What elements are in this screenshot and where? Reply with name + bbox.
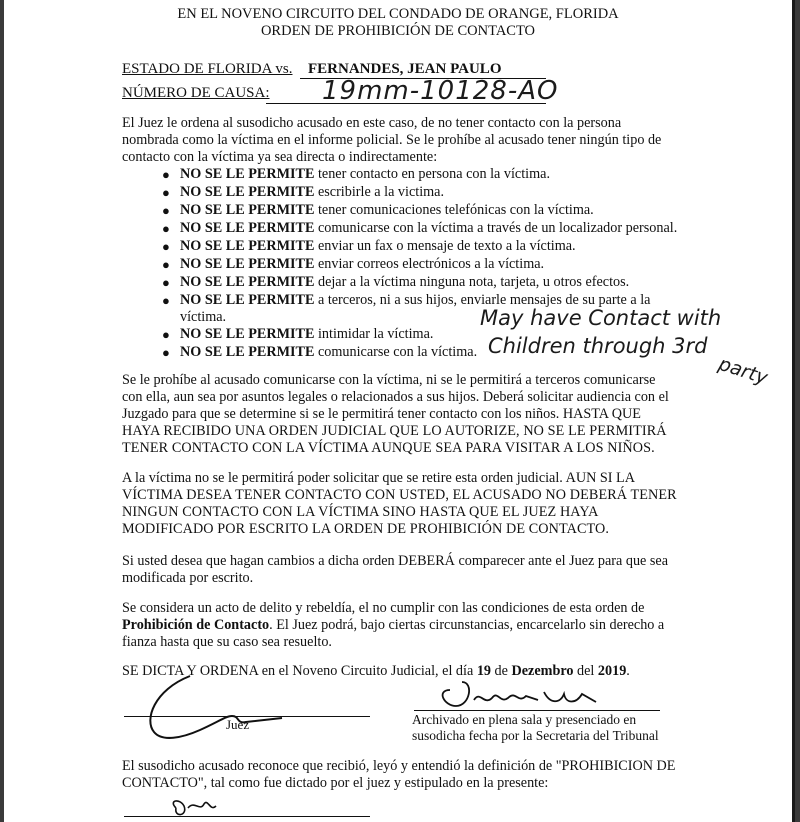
handwritten-note-line-3: party bbox=[715, 352, 771, 390]
defendant-signature-line bbox=[124, 816, 370, 817]
list-item-continuation: víctima. bbox=[180, 309, 227, 325]
acknowledgement-line-2: CONTACTO", tal como fue dictado por el juez y estipulado en la presente: bbox=[122, 775, 549, 791]
changes-line-1: Si usted desea que hagan cambios a dicha orden DEBERÁ comparecer ante el Juez para que sea bbox=[122, 553, 668, 569]
victim-line-1: A la víctima no se le permitirá poder solicitar que se retire esta orden judicial. AUN SI LA bbox=[122, 470, 635, 486]
judge-label: Juez bbox=[226, 717, 250, 732]
bullet-dot: ● bbox=[162, 345, 170, 360]
list-item: NO SE LE PERMITE tener comunicaciones telefónicas con la víctima. bbox=[180, 202, 594, 218]
victim-line-2: VÍCTIMA DESEA TENER CONTACTO CON USTED, EL ACUSADO NO DEBERÁ TENER bbox=[122, 487, 677, 503]
children-line-3: Juzgado para que se determine si se le permitirá tener contacto con los niños. HASTA QUE bbox=[122, 406, 641, 422]
crime-line-3: fianza hasta que su caso sea resuelto. bbox=[122, 634, 332, 650]
children-line-1: Se le prohíbe al acusado comunicarse con la víctima, ni se le permitirá a terceros comunicarse bbox=[122, 372, 656, 388]
bullet-dot: ● bbox=[162, 293, 170, 308]
children-line-5: TENER CONTACTO CON LA VÍCTIMA AUNQUE SEA PARA VISITAR A LOS NIÑOS. bbox=[122, 440, 655, 456]
acknowledgement-line-1: El susodicho acusado reconoce que recibió, leyó y entendió la definición de "PROHIBICION DE bbox=[122, 758, 676, 774]
list-item: NO SE LE PERMITE intimidar la víctima. bbox=[180, 326, 434, 342]
victim-line-3: NINGUN CONTACTO CON LA VÍCTIMA SINO HASTA QUE EL JUEZ HAYA bbox=[122, 504, 599, 520]
clerk-signature-line bbox=[414, 710, 660, 711]
signature-marks bbox=[4, 0, 792, 822]
document-page bbox=[4, 0, 795, 822]
bullet-dot: ● bbox=[162, 275, 170, 290]
changes-line-2: modificada por escrito. bbox=[122, 570, 254, 586]
court-title: EN EL NOVENO CIRCUITO DEL CONDADO DE ORANGE, FLORIDA bbox=[177, 6, 619, 22]
intro-line-1: El Juez le ordena al susodicho acusado en este caso, de no tener contacto con la persona bbox=[122, 115, 622, 131]
list-item: NO SE LE PERMITE enviar un fax o mensaje de texto a la víctima. bbox=[180, 238, 576, 254]
bullet-dot: ● bbox=[162, 185, 170, 200]
list-item: NO SE LE PERMITE comunicarse con la víctima a través de un localizador personal. bbox=[180, 220, 678, 236]
bullet-dot: ● bbox=[162, 239, 170, 254]
handwritten-note-line-1: May have Contact with bbox=[480, 306, 722, 330]
bullet-dot: ● bbox=[162, 203, 170, 218]
bullet-dot: ● bbox=[162, 327, 170, 342]
bullet-dot: ● bbox=[162, 221, 170, 236]
victim-line-4: MODIFICADO POR ESCRITO LA ORDEN DE PROHIBICIÓN DE CONTACTO. bbox=[122, 521, 610, 537]
list-item: NO SE LE PERMITE comunicarse con la víctima. bbox=[180, 344, 478, 360]
bullet-dot: ● bbox=[162, 257, 170, 272]
initials-mark bbox=[173, 801, 216, 815]
intro-line-3: contacto con la víctima ya sea directa o indirectamente: bbox=[122, 149, 438, 165]
state-label: ESTADO DE FLORIDA vs. bbox=[122, 61, 293, 77]
list-item: NO SE LE PERMITE enviar correos electrónicos a la víctima. bbox=[180, 256, 545, 272]
children-line-2: con ella, aun sea por asuntos legales o relacionados a sus hijos. Deberá solicitar audiencia con el bbox=[122, 389, 669, 405]
intro-line-2: nombrada como la víctima en el informe policial. Se le prohíbe al acusado tener ningún tipo de bbox=[122, 132, 662, 148]
crime-line-2: Prohibición de Contacto. El Juez podrá, bajo ciertas circunstancias, encarcelarlo sin derecho a bbox=[122, 617, 665, 633]
case-number-handwritten: 19mm-10128-AO bbox=[322, 76, 559, 106]
list-item: NO SE LE PERMITE a terceros, ni a sus hijos, enviarle mensajes de su parte a la bbox=[180, 292, 651, 308]
case-number-label: NÚMERO DE CAUSA: bbox=[122, 85, 270, 101]
list-item: NO SE LE PERMITE tener contacto en persona con la víctima. bbox=[180, 166, 550, 182]
clerk-signature bbox=[443, 682, 596, 706]
children-line-4: HAYA RECIBIDO UNA ORDEN JUDICIAL QUE LO AUTORIZE, NO SE LE PERMITIRÁ bbox=[122, 423, 667, 439]
list-item: NO SE LE PERMITE dejar a la víctima ninguna nota, tarjeta, u otros efectos. bbox=[180, 274, 630, 290]
handwritten-note-line-2: Children through 3rd bbox=[488, 334, 708, 358]
order-title: ORDEN DE PROHIBICIÓN DE CONTACTO bbox=[260, 23, 536, 39]
clerk-caption-2: susodicha fecha por la Secretaria del Tribunal bbox=[412, 728, 659, 743]
list-item: NO SE LE PERMITE escribirle a la victima. bbox=[180, 184, 445, 200]
bullet-dot: ● bbox=[162, 167, 170, 182]
clerk-caption-1: Archivado en plena sala y presenciado en bbox=[412, 712, 637, 727]
crime-line-1: Se considera un acto de delito y rebeldía, el no cumplir con las condiciones de esta orden de bbox=[122, 600, 645, 616]
defendant-name: FERNANDES, JEAN PAULO bbox=[308, 61, 502, 77]
decree-line: SE DICTA Y ORDENA en el Noveno Circuito Judicial, el día 19 de Dezembro del 2019. bbox=[122, 663, 630, 679]
judge-signature bbox=[150, 676, 282, 738]
